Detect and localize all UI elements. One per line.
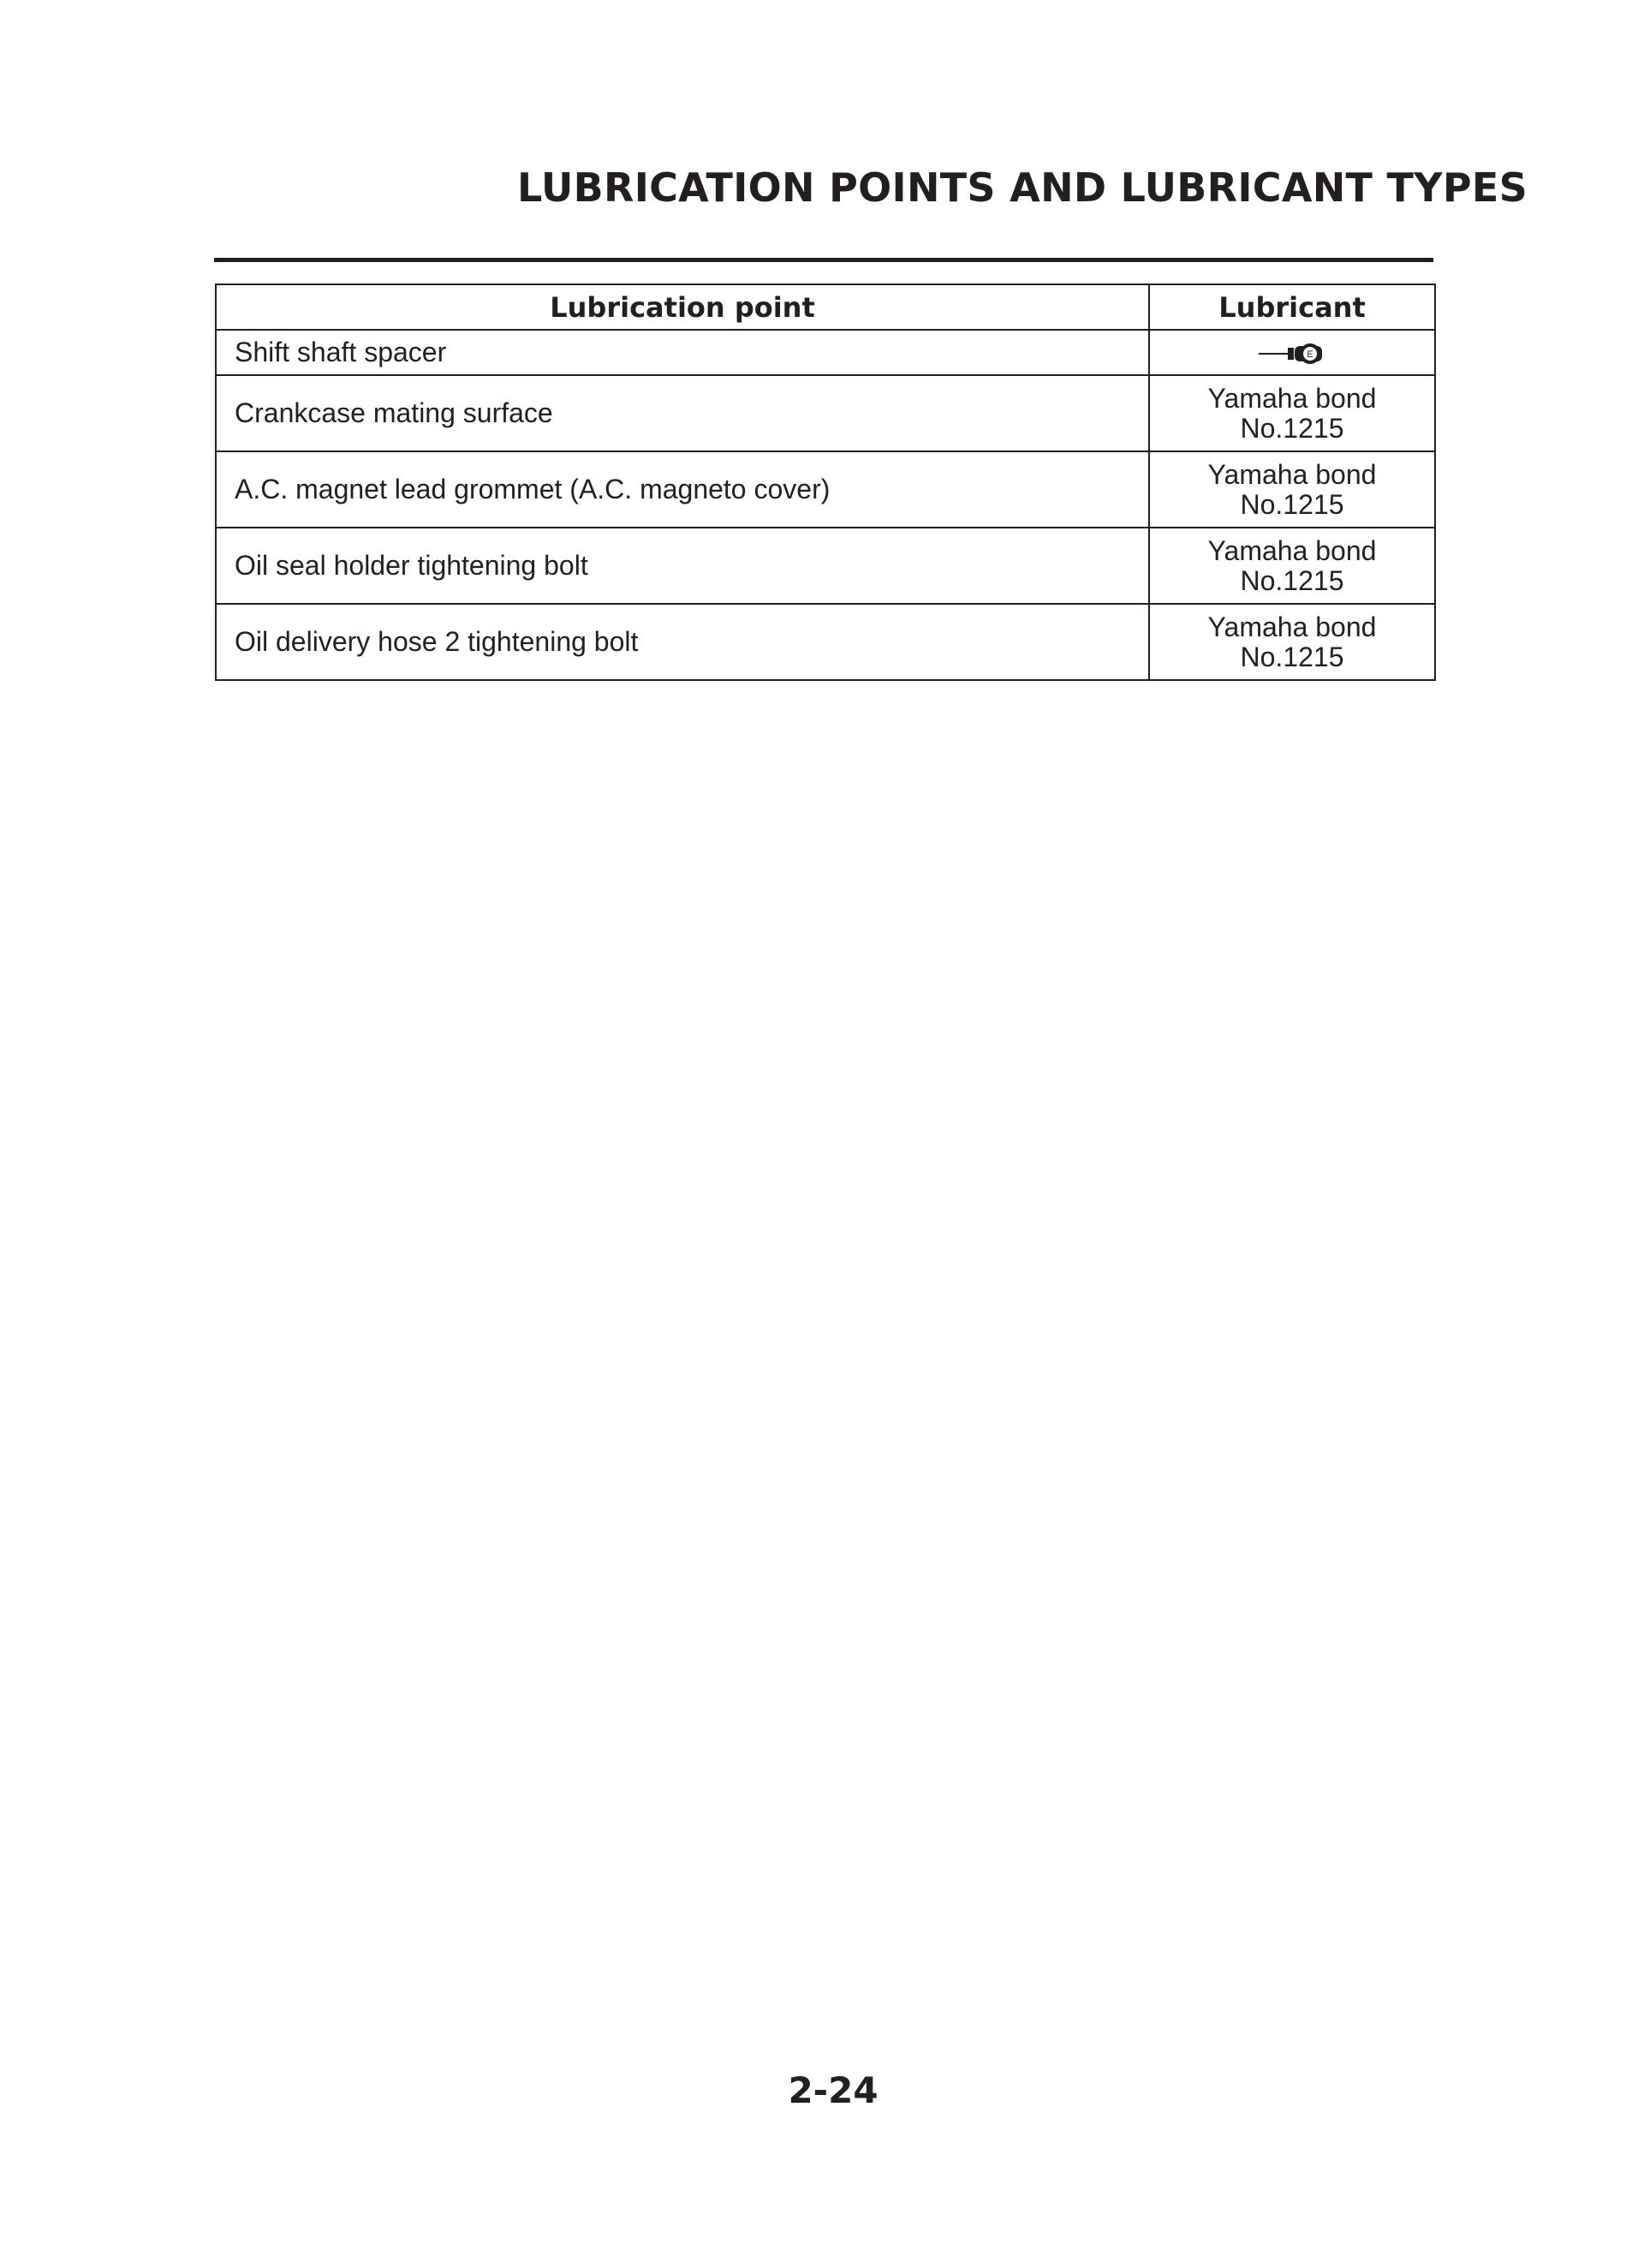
table-row [216,375,1435,451]
header-lubricant: Lubricant [1149,284,1435,330]
lubricant-number: No.1215 [1240,564,1344,596]
lubricant-number: No.1215 [1240,412,1344,444]
lubrication-point-cell: Oil delivery hose 2 tightening bolt [216,604,1149,680]
lubricant-cell [1149,604,1435,680]
page-title: LUBRICATION POINTS AND LUBRICANT TYPES [517,164,1528,211]
lubricant-name: Yamaha bond [1207,382,1377,414]
title-rule [214,258,1433,262]
lubrication-point-cell: A.C. magnet lead grommet (A.C. magneto cover) [216,451,1149,528]
engine-oil-icon [1259,339,1325,368]
table-row [216,528,1435,604]
lubricant-cell [1149,330,1435,375]
table-row [216,604,1435,680]
lubricant-name: Yamaha bond [1207,611,1377,642]
table-header-row [216,284,1435,330]
engine-oil-icon-letter: E [1307,349,1313,360]
table-row [216,330,1435,375]
lubricant-cell [1149,528,1435,604]
header-lubrication-point: Lubrication point [216,284,1149,330]
lubricant-name: Yamaha bond [1207,458,1377,490]
lubrication-point-cell: Oil seal holder tightening bolt [216,528,1149,604]
lubrication-point-cell: Crankcase mating surface [216,375,1149,451]
lubrication-table [215,284,1436,681]
lubrication-point-cell: Shift shaft spacer [216,330,1149,375]
lubricant-number: No.1215 [1240,641,1344,672]
lubricant-name: Yamaha bond [1207,534,1377,566]
lubricant-number: No.1215 [1240,488,1344,520]
lubricant-cell [1149,375,1435,451]
lubricant-cell [1149,451,1435,528]
table-row [216,451,1435,528]
page-number: 2-24 [788,2069,879,2111]
